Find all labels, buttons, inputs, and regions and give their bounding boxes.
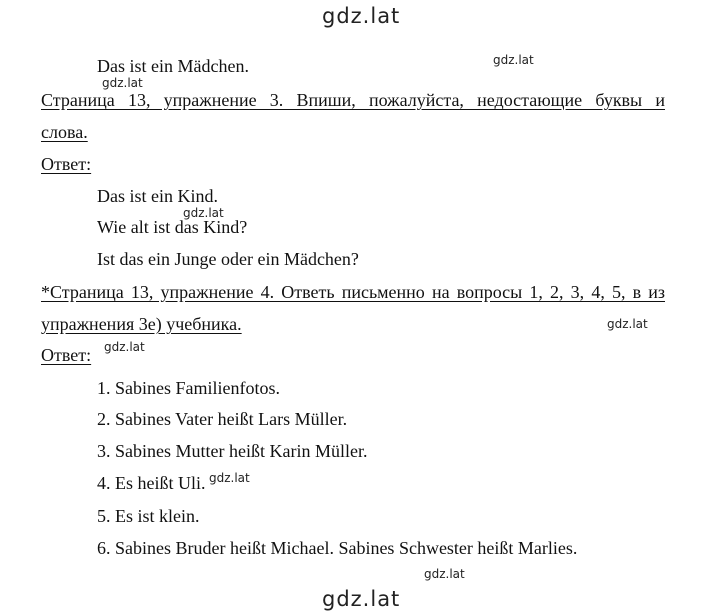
answer-line: 5. Es ist klein.: [97, 506, 200, 526]
answer-label: Ответ:: [41, 154, 92, 174]
task-3-heading-line-2: слова.: [41, 122, 88, 142]
watermark-bottom: gdz.lat: [322, 587, 401, 611]
answer-line: 3. Sabines Mutter heißt Karin Müller.: [97, 441, 368, 461]
watermark: gdz.lat: [104, 340, 145, 354]
answer-line: 2. Sabines Vater heißt Lars Müller.: [97, 409, 348, 429]
answer-line: Wie alt ist das Kind?: [97, 217, 248, 237]
watermark: gdz.lat: [424, 567, 465, 581]
answer-label: Ответ:: [41, 345, 92, 365]
answer-line: 4. Es heißt Uli.: [97, 473, 206, 493]
watermark-top: gdz.lat: [322, 4, 401, 28]
answer-line: 1. Sabines Familienfotos.: [97, 378, 280, 398]
watermark: gdz.lat: [183, 206, 224, 220]
watermark: gdz.lat: [493, 53, 534, 67]
watermark: gdz.lat: [102, 76, 143, 90]
task-4-heading-line-2: упражнения 3e) учебника.: [41, 314, 242, 334]
text-line: Das ist ein Mädchen.: [97, 56, 249, 76]
answer-line: Ist das ein Junge oder ein Mädchen?: [97, 249, 359, 269]
task-4-heading-line-1: *Страница 13, упражнение 4. Ответь письменно на вопросы 1, 2, 3, 4, 5, в из: [41, 282, 665, 302]
answer-line: Das ist ein Kind.: [97, 186, 218, 206]
answer-line: 6. Sabines Bruder heißt Michael. Sabines Schwester heißt Marlies.: [97, 538, 578, 558]
task-3-heading-line-1: Страница 13, упражнение 3. Впиши, пожалуйста, недостающие буквы и: [41, 90, 665, 110]
watermark: gdz.lat: [209, 471, 250, 485]
watermark: gdz.lat: [607, 317, 648, 331]
